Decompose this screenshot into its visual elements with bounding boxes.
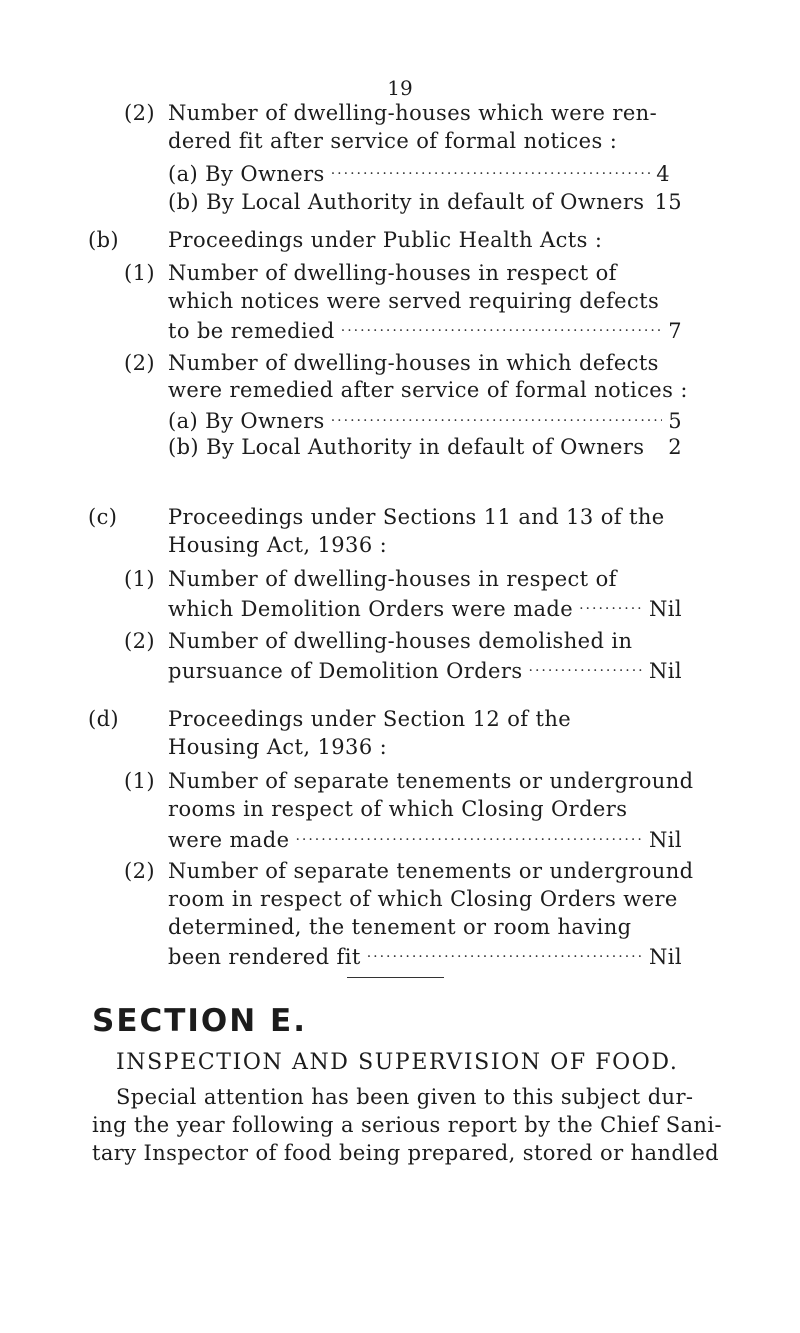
c-q2-value: Nil	[648, 659, 682, 683]
c-q2-row	[168, 656, 682, 684]
dot-leader	[367, 942, 643, 964]
b-q1-num: (1)	[124, 261, 155, 285]
a2-item-a-label: (a) By Owners	[168, 162, 325, 186]
d-q2-line1: Number of separate tenements or underground	[168, 859, 694, 883]
b-q2-item-b-value: 2	[668, 435, 682, 459]
d-q2-num: (2)	[124, 859, 155, 883]
b-q2-item-a-value: 5	[668, 409, 682, 433]
section-e-title: SECTION E.	[92, 1003, 307, 1039]
c-heading1: Proceedings under Sections 11 and 13 of the	[168, 505, 665, 529]
c-q1-value: Nil	[648, 597, 682, 621]
dot-leader	[579, 594, 643, 616]
a2-item-b-value: 15	[654, 190, 682, 214]
b-q1-line1: Number of dwelling-houses in respect of	[168, 261, 617, 285]
page-number: 19	[387, 76, 413, 100]
c-q2-num: (2)	[124, 629, 155, 653]
d-q2-value: Nil	[648, 945, 682, 969]
a2-item-a-row	[168, 159, 670, 187]
a2-item-b-row	[168, 189, 682, 215]
d-q2-line4: been rendered fit	[168, 945, 361, 969]
c-heading2: Housing Act, 1936 :	[168, 533, 388, 557]
b-q2-item-a-row	[168, 406, 682, 434]
d-q1-line1: Number of separate tenements or underground	[168, 769, 694, 793]
dot-leader	[295, 825, 643, 847]
d-heading1: Proceedings under Section 12 of the	[168, 707, 572, 731]
section-e-para-line1: Special attention has been given to this subject dur-	[116, 1085, 694, 1109]
d-letter: (d)	[88, 707, 120, 731]
b-q2-item-b-row	[168, 434, 682, 460]
d-q1-line3: were made	[168, 828, 290, 852]
b-heading: Proceedings under Public Health Acts :	[168, 228, 603, 252]
d-heading2: Housing Act, 1936 :	[168, 735, 388, 759]
a2-line2: dered fit after service of formal notices :	[168, 129, 618, 153]
c-q1-num: (1)	[124, 567, 155, 591]
a2-item-a-value: 4	[656, 162, 670, 186]
b-q2-item-b-label: (b) By Local Authority in default of Owners	[168, 435, 645, 459]
section-divider	[347, 977, 444, 978]
b-q2-line2: were remedied after service of formal notices :	[168, 378, 688, 402]
a2-num: (2)	[124, 101, 155, 125]
c-q2-line1: Number of dwelling-houses demolished in	[168, 629, 633, 653]
d-q2-line3: determined, the tenement or room having	[168, 915, 632, 939]
d-q2-line2: room in respect of which Closing Orders were	[168, 887, 678, 911]
b-q1-line3: to be remedied	[168, 319, 335, 343]
dot-leader	[331, 159, 651, 181]
c-q2-line2: pursuance of Demolition Orders	[168, 659, 523, 683]
d-q1-row	[168, 825, 682, 853]
section-e-para-line3: tary Inspector of food being prepared, stored or handled	[92, 1141, 719, 1165]
a2-item-b-label: (b) By Local Authority in default of Owners	[168, 190, 645, 214]
section-e-para-line2: ing the year following a serious report by the Chief Sani-	[92, 1113, 722, 1137]
dot-leader	[529, 656, 643, 678]
c-q1-line1: Number of dwelling-houses in respect of	[168, 567, 617, 591]
c-q1-row	[168, 594, 682, 622]
c-q1-line2: which Demolition Orders were made	[168, 597, 574, 621]
c-letter: (c)	[88, 505, 118, 529]
b-q1-row	[168, 316, 682, 344]
d-q2-row	[168, 942, 682, 970]
d-q1-line2: rooms in respect of which Closing Orders	[168, 797, 628, 821]
d-q1-value: Nil	[648, 828, 682, 852]
b-q2-line1: Number of dwelling-houses in which defects	[168, 351, 659, 375]
b-q2-num: (2)	[124, 351, 155, 375]
section-e-subtitle: INSPECTION AND SUPERVISION OF FOOD.	[116, 1050, 679, 1075]
b-q2-item-a-label: (a) By Owners	[168, 409, 325, 433]
b-q1-value: 7	[668, 319, 682, 343]
dot-leader	[341, 316, 662, 338]
dot-leader	[331, 406, 663, 428]
d-q1-num: (1)	[124, 769, 155, 793]
b-q1-line2: which notices were served requiring defects	[168, 289, 660, 313]
a2-line1: Number of dwelling-houses which were ren-	[168, 101, 658, 125]
b-letter: (b)	[88, 228, 120, 252]
